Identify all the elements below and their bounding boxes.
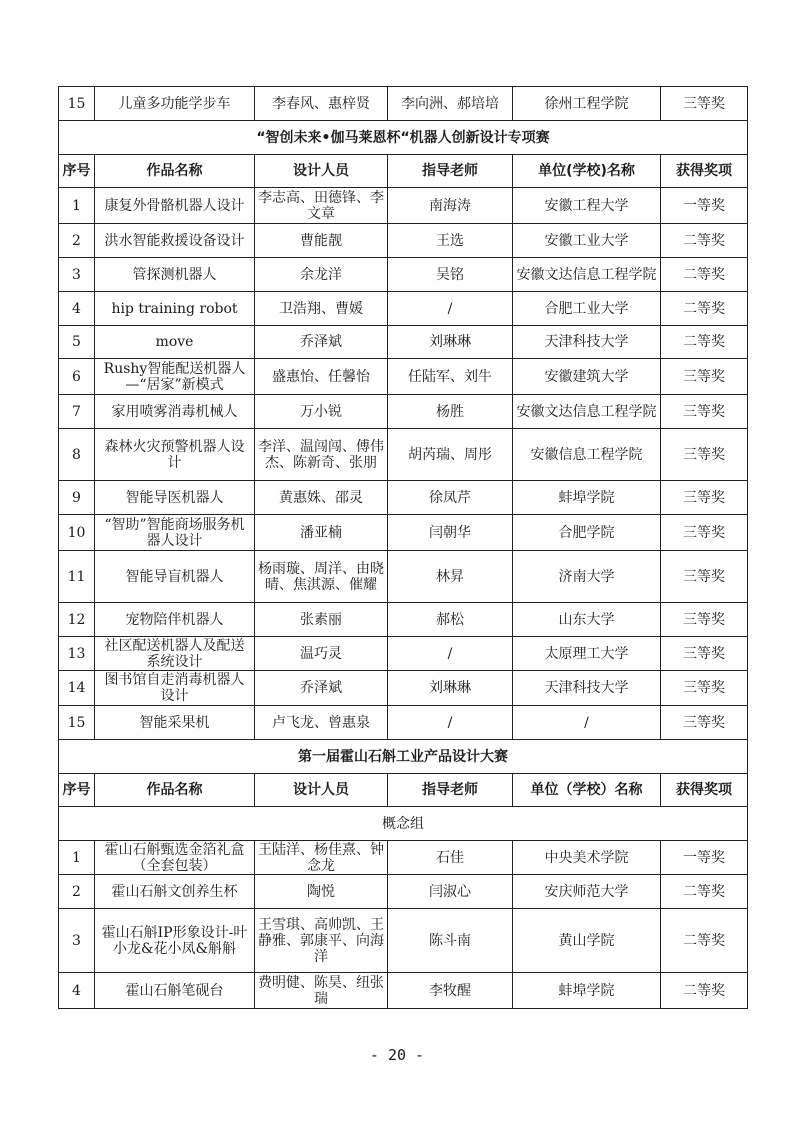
table-row (59, 603, 748, 637)
cell-name: 儿童多功能学步车 (95, 87, 255, 121)
cell-award: 一等奖 (661, 841, 748, 875)
cell-advisor: 石佳 (388, 841, 513, 875)
section-title-row (59, 740, 748, 774)
cell-award: 二等奖 (661, 258, 748, 292)
table-row (59, 359, 748, 395)
cell-award: 二等奖 (661, 909, 748, 973)
cell-award: 三等奖 (661, 706, 748, 740)
table-row (59, 395, 748, 429)
cell-unit: 安徽工程大学 (513, 188, 661, 224)
cell-no: 6 (59, 359, 95, 395)
cell-no: 3 (59, 909, 95, 973)
cell-no: 4 (59, 292, 95, 326)
table-row (59, 706, 748, 740)
cell-unit: / (513, 706, 661, 740)
cell-award: 三等奖 (661, 87, 748, 121)
cell-unit: 安徽信息工程学院 (513, 429, 661, 481)
cell-no: 13 (59, 637, 95, 671)
cell-designers: 王雪琪、高帅凯、王静雅、郭康平、向海洋 (255, 909, 388, 973)
cell-no: 1 (59, 841, 95, 875)
cell-name: 霍山石斛笔砚台 (95, 973, 255, 1009)
cell-unit: 安徽建筑大学 (513, 359, 661, 395)
table-row (59, 909, 748, 973)
cell-no: 3 (59, 258, 95, 292)
group-label: 概念组 (59, 807, 748, 841)
cell-award: 三等奖 (661, 603, 748, 637)
table-row (59, 637, 748, 671)
cell-no: 5 (59, 326, 95, 359)
cell-designers: 李春风、惠梓贤 (255, 87, 388, 121)
cell-award: 三等奖 (661, 637, 748, 671)
cell-award: 三等奖 (661, 481, 748, 515)
table-row (59, 224, 748, 258)
table-row (59, 671, 748, 706)
cell-no: 15 (59, 706, 95, 740)
cell-unit: 蚌埠学院 (513, 973, 661, 1009)
cell-designers: 盛惠怡、任馨怡 (255, 359, 388, 395)
cell-name: 智能导医机器人 (95, 481, 255, 515)
cell-award: 二等奖 (661, 224, 748, 258)
table-row (59, 326, 748, 359)
cell-no: 2 (59, 224, 95, 258)
cell-no: 序号 (59, 774, 95, 807)
section-title-row (59, 121, 748, 155)
cell-unit: 安徽文达信息工程学院 (513, 258, 661, 292)
cell-unit: 合肥学院 (513, 515, 661, 551)
table-row (59, 481, 748, 515)
cell-award: 三等奖 (661, 551, 748, 603)
table-row (59, 429, 748, 481)
cell-advisor: 闫朝华 (388, 515, 513, 551)
cell-advisor: 王选 (388, 224, 513, 258)
cell-advisor: / (388, 292, 513, 326)
cell-name: 霍山石斛文创养生杯 (95, 875, 255, 909)
page-number: - 20 - (369, 1046, 425, 1064)
cell-award: 三等奖 (661, 671, 748, 706)
cell-designers: 杨雨璇、周洋、由晓晴、焦淇源、催耀 (255, 551, 388, 603)
cell-unit: 单位（学校）名称 (513, 774, 661, 807)
cell-name: Rushy智能配送机器人—“居家”新模式 (95, 359, 255, 395)
cell-unit: 黄山学院 (513, 909, 661, 973)
cell-designers: 设计人员 (255, 155, 388, 188)
cell-no: 8 (59, 429, 95, 481)
cell-name: 霍山石斛IP形象设计-叶小龙&花小凤&斛斛 (95, 909, 255, 973)
table-header-row (59, 774, 748, 807)
table-row (59, 875, 748, 909)
section-title: “智创未来•伽马莱恩杯“机器人创新设计专项赛 (59, 121, 748, 155)
cell-designers: 卢飞龙、曾惠泉 (255, 706, 388, 740)
cell-advisor: 郝松 (388, 603, 513, 637)
cell-name: 森林火灾预警机器人设计 (95, 429, 255, 481)
cell-name: 宠物陪伴机器人 (95, 603, 255, 637)
cell-name: 智能采果机 (95, 706, 255, 740)
cell-designers: 黄惠姝、邵灵 (255, 481, 388, 515)
cell-name: 管探测机器人 (95, 258, 255, 292)
cell-advisor: 吴铭 (388, 258, 513, 292)
cell-advisor: 刘琳琳 (388, 326, 513, 359)
cell-name: move (95, 326, 255, 359)
cell-no: 9 (59, 481, 95, 515)
cell-unit: 单位(学校)名称 (513, 155, 661, 188)
table-row (59, 973, 748, 1009)
cell-name: 洪水智能救援设备设计 (95, 224, 255, 258)
cell-designers: 李志高、田德锋、李文章 (255, 188, 388, 224)
table-row (59, 841, 748, 875)
cell-designers: 乔泽斌 (255, 326, 388, 359)
cell-unit: 天津科技大学 (513, 671, 661, 706)
table-row (59, 258, 748, 292)
cell-no: 4 (59, 973, 95, 1009)
cell-designers: 卫浩翔、曹媛 (255, 292, 388, 326)
cell-designers: 费明健、陈昊、纽张瑞 (255, 973, 388, 1009)
table-row (59, 188, 748, 224)
cell-award: 三等奖 (661, 359, 748, 395)
cell-unit: 济南大学 (513, 551, 661, 603)
table-row (59, 292, 748, 326)
cell-award: 二等奖 (661, 973, 748, 1009)
cell-no: 10 (59, 515, 95, 551)
cell-unit: 山东大学 (513, 603, 661, 637)
table-row (59, 87, 748, 121)
cell-unit: 安庆师范大学 (513, 875, 661, 909)
cell-designers: 余龙洋 (255, 258, 388, 292)
cell-award: 三等奖 (661, 515, 748, 551)
cell-name: 社区配送机器人及配送系统设计 (95, 637, 255, 671)
cell-advisor: 林昇 (388, 551, 513, 603)
cell-advisor: 李牧醒 (388, 973, 513, 1009)
table-header-row (59, 155, 748, 188)
cell-no: 14 (59, 671, 95, 706)
cell-award: 获得奖项 (661, 155, 748, 188)
cell-no: 7 (59, 395, 95, 429)
cell-unit: 安徽工业大学 (513, 224, 661, 258)
cell-no: 15 (59, 87, 95, 121)
cell-name: 康复外骨骼机器人设计 (95, 188, 255, 224)
cell-unit: 合肥工业大学 (513, 292, 661, 326)
cell-advisor: / (388, 637, 513, 671)
cell-unit: 蚌埠学院 (513, 481, 661, 515)
cell-advisor: 杨胜 (388, 395, 513, 429)
cell-no: 11 (59, 551, 95, 603)
cell-designers: 曹能靓 (255, 224, 388, 258)
cell-designers: 乔泽斌 (255, 671, 388, 706)
cell-designers: 设计人员 (255, 774, 388, 807)
section-title: 第一届霍山石斛工业产品设计大赛 (59, 740, 748, 774)
table-row (59, 551, 748, 603)
cell-advisor: 刘琳琳 (388, 671, 513, 706)
cell-award: 二等奖 (661, 292, 748, 326)
cell-no: 1 (59, 188, 95, 224)
cell-name: hip training robot (95, 292, 255, 326)
cell-unit: 安徽文达信息工程学院 (513, 395, 661, 429)
cell-designers: 李洋、温闯闯、傅伟杰、陈新奇、张朋 (255, 429, 388, 481)
cell-name: 图书馆自走消毒机器人设计 (95, 671, 255, 706)
cell-name: 智能导盲机器人 (95, 551, 255, 603)
cell-award: 三等奖 (661, 395, 748, 429)
cell-designers: 陶悦 (255, 875, 388, 909)
cell-advisor: 陈斗南 (388, 909, 513, 973)
cell-designers: 万小锐 (255, 395, 388, 429)
cell-award: 一等奖 (661, 188, 748, 224)
cell-designers: 潘亚楠 (255, 515, 388, 551)
cell-advisor: 南海涛 (388, 188, 513, 224)
cell-name: “智助”智能商场服务机器人设计 (95, 515, 255, 551)
cell-advisor: 指导老师 (388, 155, 513, 188)
cell-advisor: 指导老师 (388, 774, 513, 807)
cell-designers: 张素丽 (255, 603, 388, 637)
cell-award: 二等奖 (661, 875, 748, 909)
cell-unit: 太原理工大学 (513, 637, 661, 671)
cell-advisor: 徐凤芹 (388, 481, 513, 515)
cell-name: 霍山石斛甄选金箔礼盒（全套包装） (95, 841, 255, 875)
cell-advisor: 李向洲、郝培培 (388, 87, 513, 121)
awards-table (58, 86, 748, 1009)
cell-name: 作品名称 (95, 155, 255, 188)
cell-no: 2 (59, 875, 95, 909)
cell-unit: 天津科技大学 (513, 326, 661, 359)
cell-award: 二等奖 (661, 326, 748, 359)
table-row (59, 515, 748, 551)
cell-unit: 徐州工程学院 (513, 87, 661, 121)
group-label-row (59, 807, 748, 841)
cell-designers: 王陆洋、杨佳熹、钟念龙 (255, 841, 388, 875)
cell-advisor: 闫淑心 (388, 875, 513, 909)
cell-award: 获得奖项 (661, 774, 748, 807)
cell-no: 12 (59, 603, 95, 637)
cell-designers: 温巧灵 (255, 637, 388, 671)
cell-unit: 中央美术学院 (513, 841, 661, 875)
cell-no: 序号 (59, 155, 95, 188)
cell-name: 家用喷雾消毒机械人 (95, 395, 255, 429)
cell-award: 三等奖 (661, 429, 748, 481)
cell-advisor: 胡芮瑞、周彤 (388, 429, 513, 481)
cell-advisor: 任陆军、刘牛 (388, 359, 513, 395)
cell-name: 作品名称 (95, 774, 255, 807)
cell-advisor: / (388, 706, 513, 740)
